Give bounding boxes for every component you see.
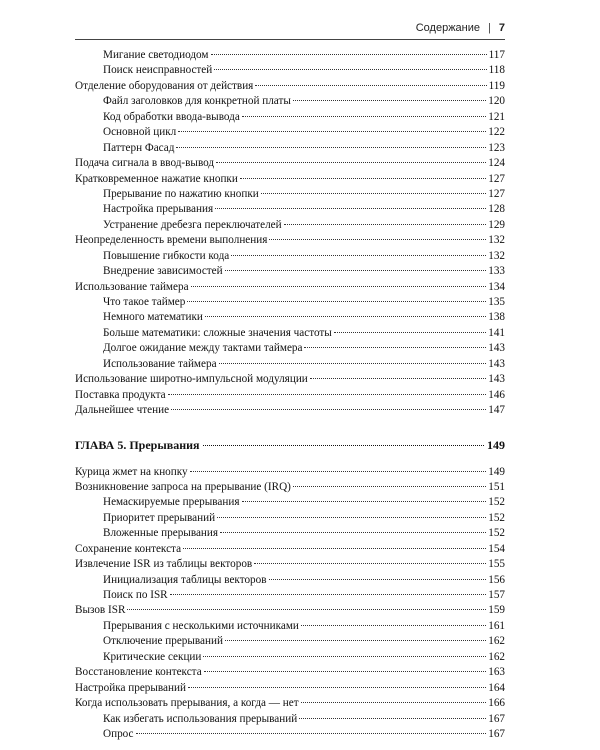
entry-title: Дальнейшее чтение [75, 404, 170, 417]
toc-subentry[interactable] [75, 511, 505, 526]
entry-title: Код обработки ввода-вывода [103, 110, 240, 123]
entry-page: 124 [488, 157, 505, 170]
entry-title: Опрос [103, 727, 134, 740]
dot-leader [191, 286, 487, 287]
entry-page: 127 [488, 172, 505, 185]
running-header [416, 22, 505, 34]
entry-page: 156 [488, 573, 505, 586]
toc-entry[interactable] [75, 665, 505, 680]
entry-page: 120 [488, 95, 505, 108]
dot-leader [301, 702, 487, 703]
entry-title: Вызов ISR [75, 604, 126, 617]
dot-leader [168, 394, 487, 395]
entry-title: Приоритет прерываний [103, 511, 216, 524]
toc-subentry[interactable] [75, 141, 505, 156]
entry-page: 155 [488, 558, 505, 571]
dot-leader [225, 270, 487, 271]
toc-entry[interactable] [75, 280, 505, 295]
dot-leader [284, 224, 487, 225]
entry-title: Курица жмет на кнопку [75, 465, 188, 478]
entry-title: Поиск по ISR [103, 589, 168, 601]
entry-title: Устранение дребезга переключателей [103, 218, 282, 231]
toc-subentry[interactable] [75, 94, 505, 109]
entry-page: 132 [488, 234, 505, 247]
entry-title: Восстановление контекста [75, 666, 202, 679]
dot-leader [269, 239, 486, 240]
entry-title: Критические секции [103, 650, 202, 663]
dot-leader [219, 363, 487, 364]
entry-page: 143 [488, 357, 505, 370]
entry-page: 147 [488, 404, 505, 417]
entry-page: 133 [488, 265, 505, 278]
dot-leader [205, 316, 486, 317]
entry-title: Немаскируемые прерывания [103, 496, 240, 509]
entry-page: 166 [488, 697, 505, 710]
entry-page: 121 [488, 110, 505, 123]
entry-page: 134 [488, 280, 505, 293]
dot-leader [214, 69, 486, 70]
entry-title: Использование таймера [103, 357, 217, 370]
toc-subentry[interactable] [75, 588, 505, 603]
entry-page: 151 [488, 480, 505, 493]
dot-leader [170, 594, 487, 595]
entry-title: Как избегать использования прерываний [103, 712, 298, 725]
dot-leader [310, 378, 486, 379]
toc-subentry[interactable] [75, 218, 505, 233]
dot-leader [334, 332, 486, 333]
entry-title: Подача сигнала в ввод-вывод [75, 157, 215, 170]
toc-subentry[interactable] [75, 326, 505, 341]
entry-title: Отделение оборудования от действия [75, 79, 254, 92]
entry-page: 162 [488, 650, 505, 663]
entry-title: Мигание светодиодом [103, 49, 209, 61]
dot-leader [242, 501, 487, 502]
toc-subentry[interactable] [75, 48, 505, 63]
toc-entry[interactable] [75, 557, 505, 572]
entry-title: Больше математики: сложные значения частоты [103, 326, 332, 339]
toc-subentry[interactable] [75, 310, 505, 325]
dot-leader [301, 625, 486, 626]
entry-title: Настройка прерывания [103, 203, 214, 216]
toc-entry[interactable] [75, 480, 505, 495]
dot-leader [299, 718, 486, 719]
entry-page: 167 [488, 727, 505, 740]
entry-title: Долгое ожидание между тактами таймера [103, 342, 303, 355]
entry-page: 154 [488, 542, 505, 555]
dot-leader [178, 131, 486, 132]
entry-page: 119 [488, 79, 505, 92]
entry-title: Кратковременное нажатие кнопки [75, 172, 238, 185]
entry-title: Использование широтно-импульсной модуляции [75, 373, 308, 386]
dot-leader [203, 445, 484, 446]
dot-leader [190, 471, 487, 472]
entry-title: Внедрение зависимостей [103, 265, 223, 278]
toc-subentry[interactable] [75, 650, 505, 665]
toc-subentry[interactable] [75, 526, 505, 541]
toc-subentry[interactable] [75, 295, 505, 310]
entry-title: Настройка прерываний [75, 681, 186, 694]
chapter-title: ГЛАВА 5. Прерывания [75, 437, 200, 452]
toc-subentry[interactable] [75, 187, 505, 202]
entry-title: Что такое таймер [103, 296, 186, 308]
entry-page: 143 [488, 342, 505, 355]
table-of-contents [75, 48, 505, 742]
dot-leader [203, 656, 486, 657]
dot-leader [211, 54, 487, 55]
chapter-page: 149 [487, 437, 505, 452]
toc-entry[interactable] [75, 372, 505, 387]
dot-leader [136, 733, 487, 734]
entry-title: Основной цикл [103, 126, 177, 139]
entry-page: 122 [488, 126, 505, 139]
dot-leader [231, 255, 486, 256]
entry-title: Извлечение ISR из таблицы векторов [75, 558, 253, 571]
dot-leader [176, 147, 486, 148]
dot-leader [127, 609, 486, 610]
dot-leader [225, 640, 486, 641]
entry-page: 129 [488, 218, 505, 231]
entry-title: Отключение прерываний [103, 635, 223, 648]
entry-title: Прерывания с несколькими источниками [103, 619, 299, 632]
toc-entry[interactable] [75, 172, 505, 187]
toc-subentry[interactable] [75, 727, 505, 742]
entry-title: Повышение гибкости кода [103, 249, 230, 262]
toc-entry[interactable] [75, 696, 505, 711]
entry-title: Немного математики [103, 311, 203, 324]
dot-leader [304, 347, 486, 348]
toc-subentry[interactable] [75, 357, 505, 372]
dot-leader [216, 162, 486, 163]
entry-page: 135 [488, 296, 505, 308]
entry-title: Паттерн Фасад [103, 141, 175, 154]
dot-leader [188, 687, 486, 688]
entry-page: 167 [488, 712, 505, 725]
toc-entry[interactable] [75, 465, 505, 480]
toc-entry[interactable] [75, 542, 505, 557]
entry-title: Вложенные прерывания [103, 527, 219, 540]
chapter-heading[interactable] [75, 437, 505, 453]
dot-leader [255, 85, 486, 86]
entry-title: Инициализация таблицы векторов [103, 573, 267, 586]
dot-leader [187, 301, 486, 302]
entry-page: 161 [488, 619, 505, 632]
entry-title: Сохранение контекста [75, 542, 182, 555]
entry-page: 132 [488, 249, 505, 262]
entry-page: 152 [488, 496, 505, 509]
toc-subentry[interactable] [75, 634, 505, 649]
toc-subentry[interactable] [75, 712, 505, 727]
dot-leader [254, 563, 486, 564]
entry-page: 162 [488, 635, 505, 648]
toc-section-chapter-5 [75, 465, 505, 743]
dot-leader [215, 208, 486, 209]
entry-page: 128 [488, 203, 505, 216]
toc-subentry[interactable] [75, 63, 505, 78]
header-rule [75, 39, 505, 40]
dot-leader [261, 193, 486, 194]
dot-leader [220, 532, 486, 533]
entry-page: 143 [488, 373, 505, 386]
entry-title: Возникновение запроса на прерывание (IRQ) [75, 480, 291, 493]
section-title: Содержание [415, 22, 481, 34]
entry-page: 127 [488, 187, 505, 200]
entry-title: Использование таймера [75, 280, 189, 293]
entry-page: 152 [488, 511, 505, 524]
entry-page: 123 [488, 141, 505, 154]
toc-entry[interactable] [75, 403, 505, 418]
dot-leader [183, 548, 486, 549]
toc-subentry[interactable] [75, 495, 505, 510]
toc-entry[interactable] [75, 156, 505, 171]
page-number: 7 [498, 22, 505, 34]
entry-page: 138 [488, 311, 505, 324]
toc-entry[interactable] [75, 79, 505, 94]
entry-page: 164 [488, 681, 505, 694]
entry-page: 149 [488, 465, 505, 478]
entry-page: 118 [488, 64, 505, 77]
entry-title: Поиск неисправностей [103, 64, 213, 77]
entry-page: 159 [488, 604, 505, 617]
toc-subentry[interactable] [75, 264, 505, 279]
dot-leader [269, 579, 487, 580]
dot-leader [293, 100, 486, 101]
dot-leader [217, 517, 486, 518]
entry-page: 152 [488, 527, 505, 540]
toc-subentry[interactable] [75, 249, 505, 264]
entry-title: Поставка продукта [75, 388, 166, 401]
header-separator: | [488, 22, 491, 34]
toc-section-chapter-4 [75, 48, 505, 419]
entry-title: Прерывание по нажатию кнопки [103, 187, 259, 200]
entry-title: Неопределенность времени выполнения [75, 234, 268, 247]
dot-leader [242, 116, 486, 117]
entry-page: 157 [488, 589, 505, 601]
entry-title: Когда использовать прерывания, а когда — нет [75, 697, 299, 710]
toc-entry[interactable] [75, 603, 505, 618]
toc-subentry[interactable] [75, 573, 505, 588]
entry-page: 146 [488, 388, 505, 401]
entry-page: 163 [488, 666, 505, 679]
toc-entry[interactable] [75, 681, 505, 696]
toc-subentry[interactable] [75, 619, 505, 634]
toc-subentry[interactable] [75, 341, 505, 356]
toc-subentry[interactable] [75, 110, 505, 125]
entry-page: 141 [488, 326, 505, 339]
entry-page: 117 [488, 49, 505, 61]
toc-subentry[interactable] [75, 125, 505, 140]
dot-leader [204, 671, 487, 672]
entry-title: Файл заголовков для конкретной платы [103, 95, 291, 108]
toc-entry[interactable] [75, 233, 505, 248]
toc-subentry[interactable] [75, 202, 505, 217]
toc-entry[interactable] [75, 388, 505, 403]
dot-leader [171, 409, 486, 410]
dot-leader [240, 178, 486, 179]
dot-leader [293, 486, 486, 487]
